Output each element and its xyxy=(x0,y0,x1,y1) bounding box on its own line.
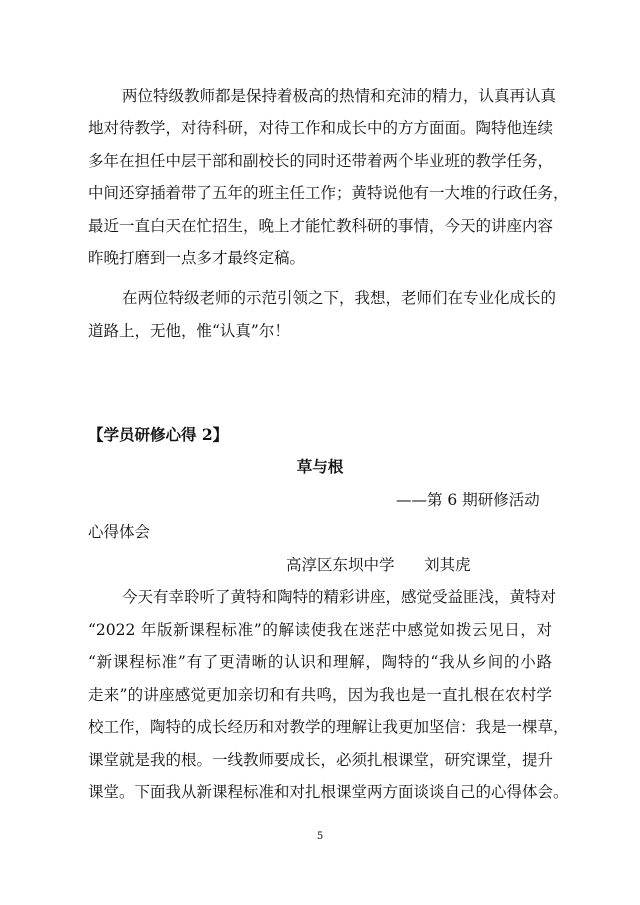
text-line: 课堂。下面我从新课程标准和对扎根课堂两方面谈谈自己的心得体会。 xyxy=(88,783,569,801)
text-line: 走来”的讲座感觉更加亲切和有共鸣，因为我也是一直扎根在农村学 xyxy=(88,686,552,704)
text-line: 地对待教学，对待科研，对待工作和成长中的方方面面。陶特他连续 xyxy=(88,119,554,137)
section-heading: 【学员研修心得 2】 xyxy=(88,425,229,444)
text-line: 在两位特级老师的示范引领之下，我想，老师们在专业化成长的 xyxy=(122,289,557,307)
text-line: 两位特级教师都是保持着极高的热情和充沛的精力，认真再认真 xyxy=(122,87,557,105)
text-line: 多年在担任中层干部和副校长的同时还带着两个毕业班的教学任务， xyxy=(88,152,554,170)
text-line: 中间还穿插着带了五年的班主任工作；黄特说他有一大堆的行政任务， xyxy=(88,184,569,202)
text-line: 最近一直白天在忙招生，晚上才能忙教科研的事情，今天的讲座内容 xyxy=(88,217,554,235)
article-author: 高淳区东坝中学 刘其虎 xyxy=(286,556,471,574)
article-subtitle-continued: 心得体会 xyxy=(88,523,151,541)
article-subtitle: ——第 6 期研修活动 xyxy=(396,491,540,509)
text-line: 道路上，无他，惟“认真”尔！ xyxy=(88,322,290,340)
page-number: 5 xyxy=(316,831,324,842)
text-line: 课堂就是我的根。一线教师要成长，必须扎根课堂，研究课堂，提升 xyxy=(88,751,554,769)
text-line: “新课程标准”有了更清晰的认识和理解，陶特的“我从乡间的小路 xyxy=(88,653,552,671)
text-line: “2022 年版新课程标准”的解读使我在迷茫中感觉如拨云见日，对 xyxy=(88,621,552,639)
text-line: 昨晚打磨到一点多才最终定稿。 xyxy=(88,249,306,267)
article-title: 草与根 xyxy=(296,457,344,476)
text-line: 校工作，陶特的成长经历和对教学的理解让我更加坚信：我是一棵草， xyxy=(88,718,569,736)
text-line: 今天有幸聆听了黄特和陶特的精彩讲座，感觉受益匪浅，黄特对 xyxy=(122,588,557,606)
